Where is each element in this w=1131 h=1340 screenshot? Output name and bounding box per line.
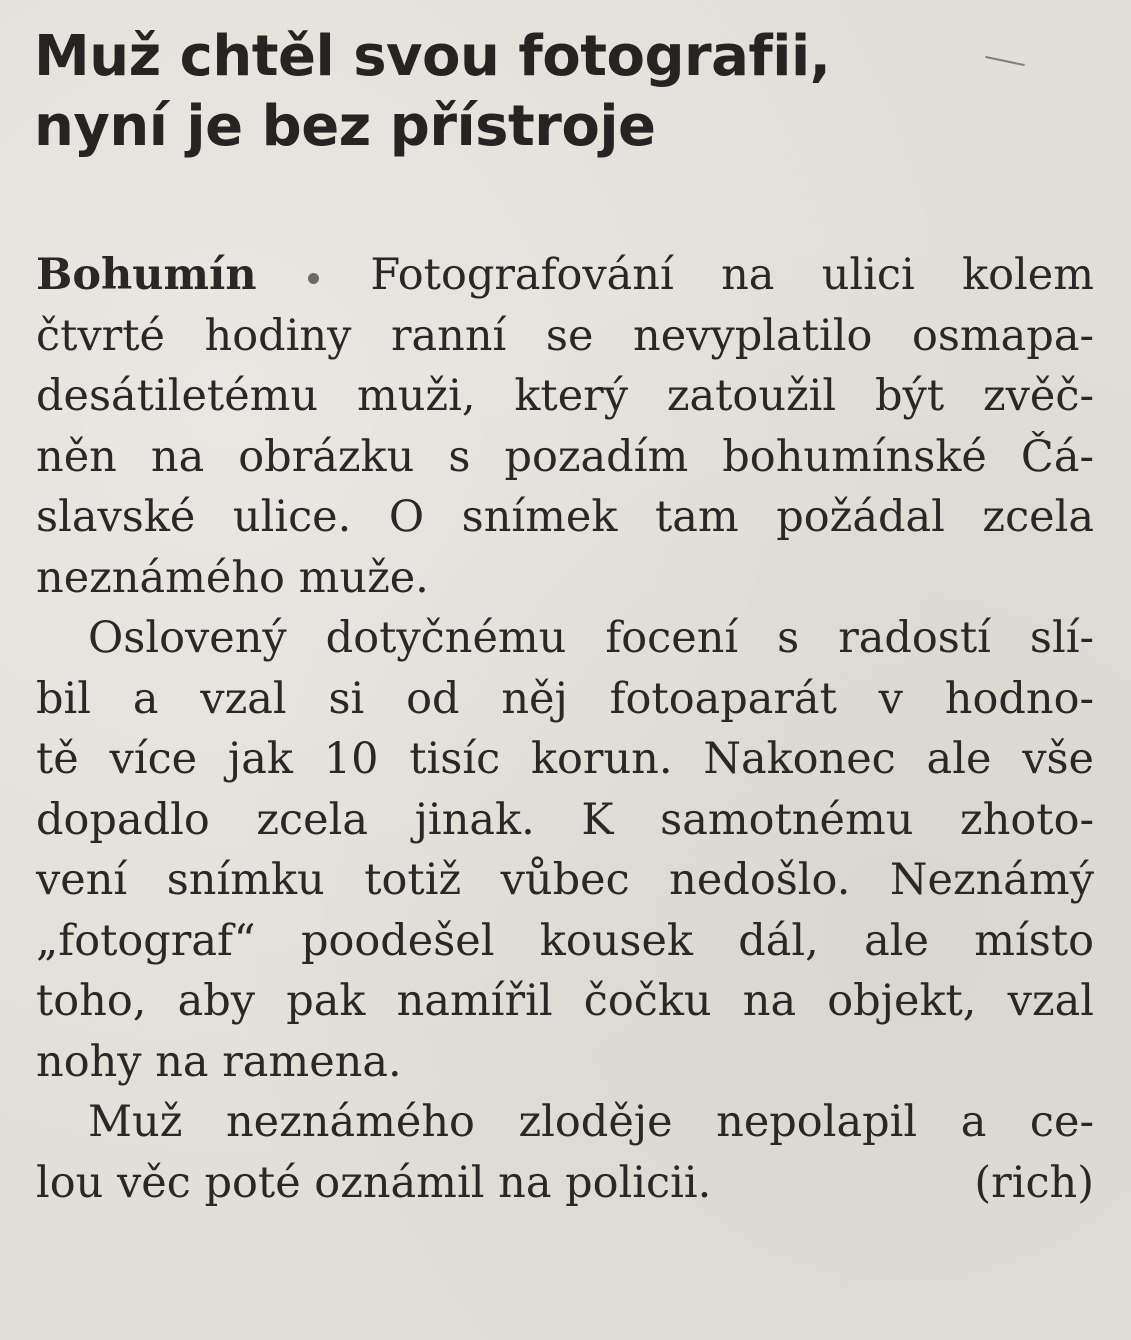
paragraph-1 — [36, 245, 1094, 608]
paragraph-3 — [36, 1092, 1094, 1213]
paragraph-line: něn na obrázku s pozadím bohumínské Čá- — [36, 431, 1094, 482]
paragraph-line: „fotograf“ poodešel kousek dál, ale místo — [36, 915, 1094, 966]
paragraph-line: slavské ulice. O snímek tam požádal zcela — [36, 492, 1094, 542]
paragraph-2 — [36, 608, 1094, 1092]
paragraph-line: nohy na ramena. — [36, 1036, 402, 1087]
paragraph-line: bil a vzal si od něj fotoaparát v hodno- — [36, 673, 1094, 724]
paragraph-line: lou věc poté oznámil na policii. — [36, 1157, 712, 1208]
paragraph-line: čtvrté hodiny ranní se nevyplatilo osmapa- — [36, 310, 1094, 361]
headline-line-2: nyní je bez přístroje — [34, 94, 656, 159]
paragraph-line: Muž neznámého zloděje nepolapil a ce- — [88, 1097, 1094, 1147]
article-body — [36, 245, 1094, 1213]
closing-line — [36, 1153, 1094, 1214]
paragraph-line: toho, aby pak namířil čočku na objekt, vzal — [36, 976, 1094, 1026]
paragraph-line: dopadlo zcela jinak. K samotnému zhoto- — [36, 794, 1094, 845]
paragraph-line: tě více jak 10 tisíc korun. Nakonec ale vše — [36, 734, 1094, 784]
paragraph-line: vení snímku totiž vůbec nedošlo. Neznámý — [36, 855, 1094, 905]
line-text: Fotografování na ulici kolem — [370, 250, 1094, 300]
headline-line-1: Muž chtěl svou fotografii, — [34, 24, 831, 89]
dateline: Bohumín — [36, 250, 257, 300]
paragraph-line: desátiletému muži, který zatoužil být zvěč- — [36, 371, 1094, 421]
paragraph-line: Oslovený dotyčnému focení s radostí slí- — [88, 613, 1094, 663]
author-signature: (rich) — [974, 1157, 1094, 1208]
headline — [34, 22, 1094, 162]
paragraph-line — [36, 245, 1094, 306]
bullet-icon — [308, 273, 319, 284]
paragraph-line: neznámého muže. — [36, 552, 429, 603]
